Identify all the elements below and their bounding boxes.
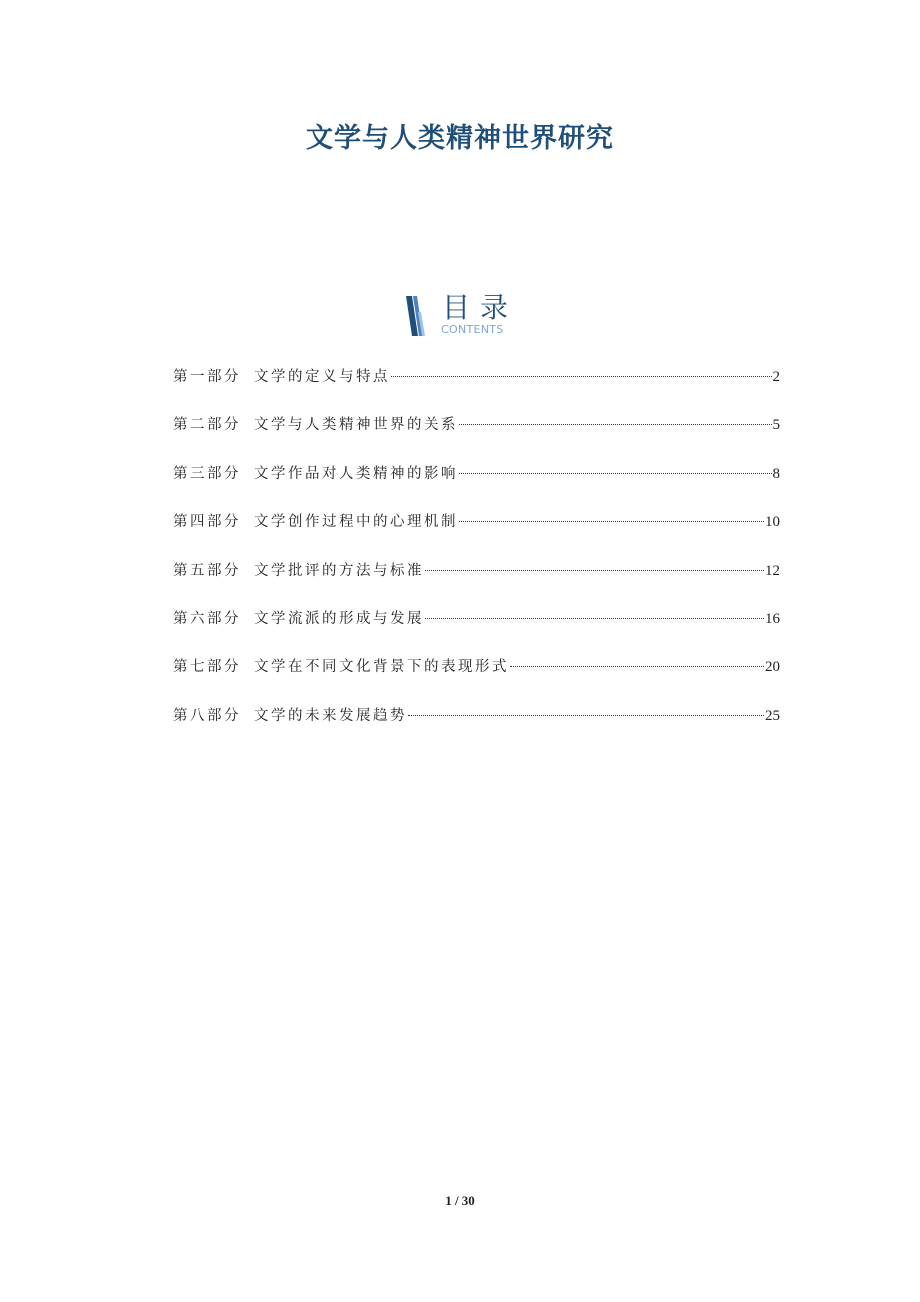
toc-entry-title: 文学的未来发展趋势 bbox=[254, 707, 407, 724]
toc-dot-leader bbox=[459, 521, 764, 522]
toc-dot-leader bbox=[425, 570, 764, 571]
toc-entry-page: 25 bbox=[765, 707, 780, 724]
toc-entry-title: 文学流派的形成与发展 bbox=[254, 610, 424, 627]
toc-entry-part: 第一部分 bbox=[173, 369, 241, 385]
toc-subheading: CONTENTS bbox=[441, 323, 504, 336]
toc-entry-title: 文学创作过程中的心理机制 bbox=[254, 514, 458, 531]
toc-entry-part: 第六部分 bbox=[173, 610, 241, 627]
page-number: 1 / 30 bbox=[445, 1193, 475, 1208]
toc-entry-part: 第三部分 bbox=[173, 465, 241, 482]
toc-entry-page: 12 bbox=[765, 562, 780, 579]
toc-dot-leader bbox=[459, 424, 772, 425]
toc-entry[interactable] bbox=[173, 413, 780, 461]
toc-entry[interactable] bbox=[173, 510, 780, 558]
toc-entry[interactable] bbox=[173, 655, 780, 703]
toc-header bbox=[404, 292, 524, 340]
toc-entry-part: 第四部分 bbox=[173, 514, 241, 531]
toc-entry-page: 20 bbox=[765, 659, 780, 676]
toc-entry-title: 文学的定义与特点 bbox=[254, 369, 390, 385]
toc-entry[interactable] bbox=[173, 704, 780, 752]
book-spine-icon bbox=[404, 296, 432, 336]
toc-entry-page: 5 bbox=[772, 417, 780, 434]
toc-dot-leader bbox=[425, 618, 764, 619]
toc-entry-page: 16 bbox=[765, 610, 780, 627]
toc-entry-title: 文学在不同文化背景下的表现形式 bbox=[254, 659, 509, 676]
toc-entry-page: 8 bbox=[772, 465, 780, 482]
toc-entry-title: 文学与人类精神世界的关系 bbox=[254, 417, 458, 434]
toc-entry-part: 第八部分 bbox=[173, 707, 241, 724]
document-title: 文学与人类精神世界研究 bbox=[306, 123, 614, 154]
toc-entry-page: 2 bbox=[772, 369, 780, 385]
toc-dot-leader bbox=[459, 473, 772, 474]
toc-entry-part: 第五部分 bbox=[173, 562, 241, 579]
toc-entry-page: 10 bbox=[765, 514, 780, 531]
toc-list bbox=[173, 365, 780, 752]
toc-entry[interactable] bbox=[173, 607, 780, 655]
toc-dot-leader bbox=[408, 715, 764, 716]
toc-entry-title: 文学作品对人类精神的影响 bbox=[254, 465, 458, 482]
toc-heading: 目录 bbox=[442, 291, 519, 324]
toc-entry-part: 第七部分 bbox=[173, 659, 241, 676]
toc-dot-leader bbox=[391, 376, 772, 377]
toc-entry[interactable] bbox=[173, 559, 780, 607]
toc-dot-leader bbox=[510, 666, 764, 667]
toc-entry[interactable] bbox=[173, 365, 780, 413]
toc-entry-title: 文学批评的方法与标准 bbox=[254, 562, 424, 579]
toc-entry[interactable] bbox=[173, 462, 780, 510]
toc-entry-part: 第二部分 bbox=[173, 417, 241, 434]
